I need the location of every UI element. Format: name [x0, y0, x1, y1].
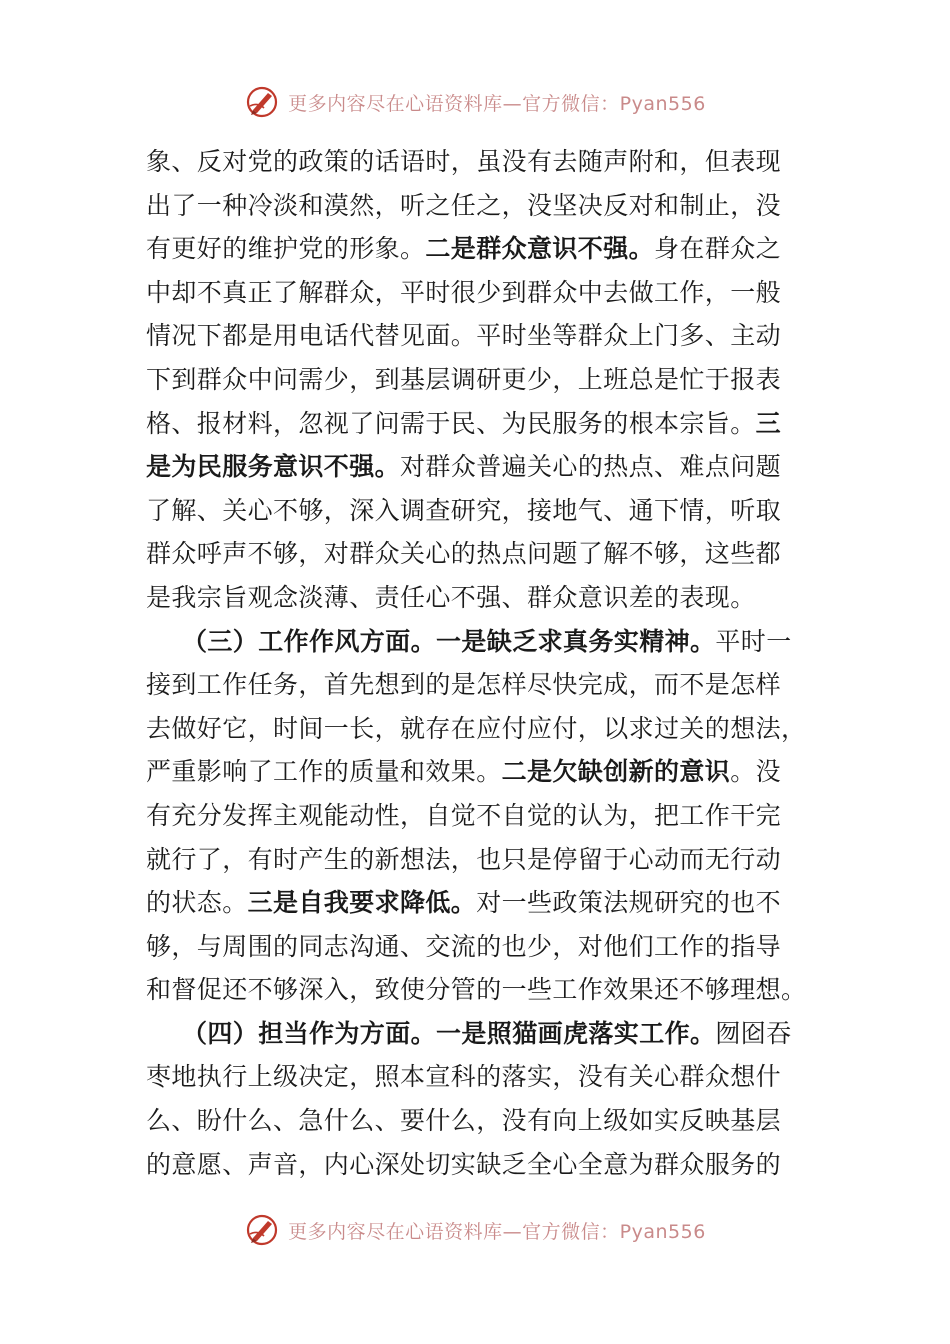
body-text: 就行了，有时产生的新想法，也只是停留于心动而无行动	[146, 844, 782, 874]
body-text: 和督促还不够深入，致使分管的一些工作效果还不够理想。	[146, 975, 807, 1005]
text-line	[146, 358, 806, 402]
body-text: 囫囵吞	[715, 1018, 792, 1048]
body-text: 格、报材料，忽视了问需于民、为民服务的根本宗旨。	[146, 408, 756, 438]
text-line	[146, 227, 806, 271]
body-text: 象、反对党的政策的话语时，虽没有去随声附和，但表现	[146, 147, 782, 176]
body-text: 对一些政策法规研究的也不	[476, 888, 782, 918]
bold-heading-text: 是为民服务意识不强。	[146, 452, 401, 482]
body-text: 有充分发挥主观能动性，自觉不自觉的认为，把工作干完	[146, 800, 782, 830]
watermark-header	[0, 80, 950, 124]
body-text: 去做好它，时间一长，就存在应付应付，以求过关的想法，	[146, 713, 807, 743]
text-line	[146, 314, 806, 358]
text-line	[146, 271, 806, 315]
text-line	[146, 1099, 806, 1143]
body-text: 中却不真正了解群众，平时很少到群众中去做工作，一般	[146, 277, 782, 307]
text-line	[146, 1012, 806, 1056]
body-text: 枣地执行上级决定，照本宣科的落实，没有关心群众想什	[146, 1062, 782, 1092]
bold-heading-text: （三）工作作风方面。一是缺乏求真务实精神。	[182, 626, 716, 656]
bold-heading-text: （四）担当作为方面。一是照猫画虎落实工作。	[182, 1018, 716, 1048]
body-text: 么、盼什么、急什么、要什么，没有向上级如实反映基层	[146, 1106, 782, 1136]
bold-heading-text: 三	[755, 408, 782, 438]
text-line	[146, 663, 806, 707]
text-line	[146, 620, 806, 664]
body-text: 有更好的维护党的形象。	[146, 234, 426, 264]
text-line	[146, 140, 806, 184]
text-line	[146, 1143, 806, 1187]
text-line	[146, 489, 806, 533]
body-text: 情况下都是用电话代替见面。平时坐等群众上门多、主动	[146, 321, 782, 351]
text-line	[146, 750, 806, 794]
text-line	[146, 576, 806, 620]
text-line	[146, 707, 806, 751]
pen-logo-icon	[244, 84, 280, 120]
body-text: 。没	[730, 757, 782, 787]
text-line	[146, 402, 806, 446]
body-text: 身在群众之	[654, 234, 782, 264]
body-text: 下到群众中问需少，到基层调研更少，上班总是忙于报表	[146, 364, 782, 394]
body-text: 出了一种冷淡和漠然，听之任之，没坚决反对和制止，没	[146, 190, 782, 220]
text-line	[146, 184, 806, 228]
body-text: 对群众普遍关心的热点、难点问题	[400, 452, 782, 482]
pen-logo-icon	[244, 1212, 280, 1248]
body-text: 的状态。	[146, 888, 248, 918]
text-line	[146, 925, 806, 969]
text-line	[146, 445, 806, 489]
watermark-footer	[0, 1208, 950, 1252]
text-line	[146, 881, 806, 925]
bold-heading-text: 三是自我要求降低。	[247, 888, 477, 918]
body-text: 是我宗旨观念淡薄、责任心不强、群众意识差的表现。	[146, 582, 756, 612]
bold-heading-text: 二是群众意识不强。	[425, 234, 655, 264]
text-line	[146, 532, 806, 576]
text-line	[146, 838, 806, 882]
body-text: 群众呼声不够，对群众关心的热点问题了解不够，这些都	[146, 539, 782, 569]
text-line	[146, 1055, 806, 1099]
body-text: 严重影响了工作的质量和效果。	[146, 757, 502, 787]
watermark-text: 更多内容尽在心语资料库—官方微信：Pyan556	[288, 1220, 706, 1243]
text-line	[146, 968, 806, 1012]
body-text: 接到工作任务，首先想到的是怎样尽快完成，而不是怎样	[146, 670, 782, 700]
document-body	[146, 140, 806, 1186]
body-text: 的意愿、声音，内心深处切实缺乏全心全意为群众服务的	[146, 1149, 782, 1179]
body-text: 了解、关心不够，深入调查研究，接地气、通下情，听取	[146, 495, 782, 525]
text-line	[146, 794, 806, 838]
body-text: 够，与周围的同志沟通、交流的也少，对他们工作的指导	[146, 931, 782, 961]
body-text: 平时一	[715, 626, 792, 656]
bold-heading-text: 二是欠缺创新的意识	[501, 757, 731, 787]
watermark-text: 更多内容尽在心语资料库—官方微信：Pyan556	[288, 92, 706, 115]
